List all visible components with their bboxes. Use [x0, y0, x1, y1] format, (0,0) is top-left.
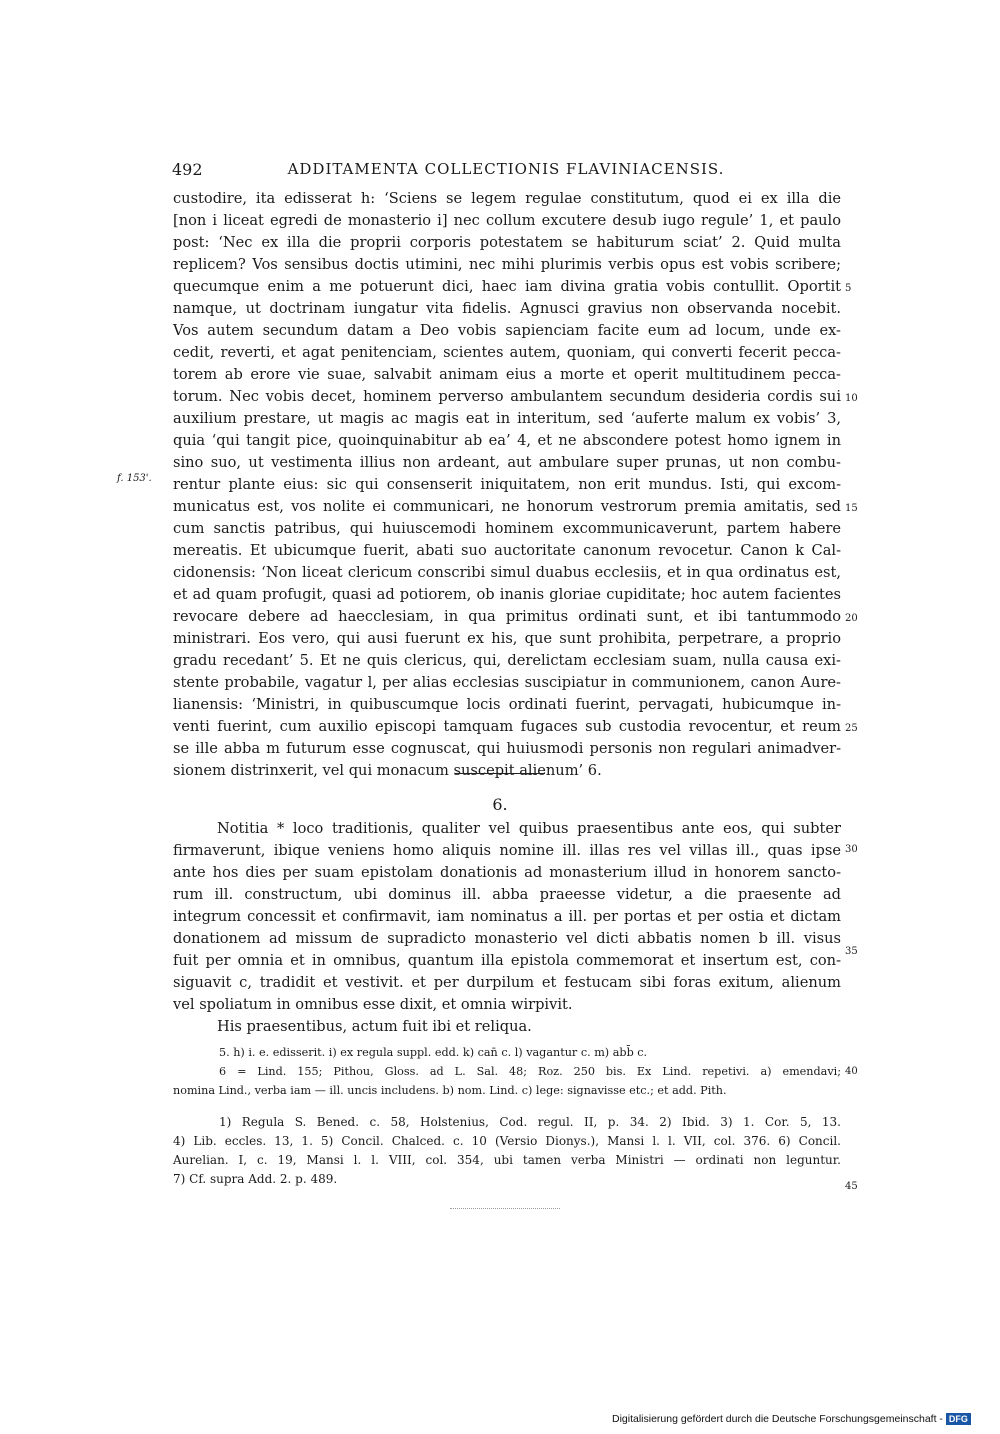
note-line: nomina Lind., verba iam — ill. uncis includens. b) nom. Lind. c) lege: signavisse etc.; et add. Pith.	[173, 1084, 727, 1097]
line-number: 25	[845, 723, 858, 734]
text-line: rum ill. constructum, ubi dominus ill. abba praeesse videtur, a die praesente ad	[173, 886, 841, 903]
text-line: se ille abba m futurum esse cognuscat, qui huiusmodi personis non regulari animadver-	[173, 740, 841, 757]
text-line: venti fuerint, cum auxilio episcopi tamquam fugaces sub custodia revocentur, et reum	[173, 718, 841, 735]
text-line: mereatis. Et ubicumque fuerit, abati suo auctoritate canonum revocetur. Canon k Cal-	[173, 542, 841, 559]
text-line: cum sanctis patribus, qui huiuscemodi hominem excommunicaverunt, partem habere	[173, 520, 841, 537]
text-line: Vos autem secundum datam a Deo vobis sapienciam facite eum ad locum, unde ex-	[173, 322, 841, 339]
page-end-mark	[450, 1208, 560, 1209]
running-title: ADDITAMENTA COLLECTIONIS FLAVINIACENSIS.	[287, 160, 725, 178]
line-number: 5	[845, 283, 852, 294]
source-notes	[173, 1113, 841, 1189]
text-line: ministrari. Eos vero, qui ausi fuerunt ex his, que sunt prohibita, perpetrare, a proprio	[173, 630, 841, 647]
text-line: torum. Nec vobis decet, hominem perverso ambulantem secundum desideria cordis sui	[173, 388, 841, 405]
note-line: 6 = Lind. 155; Pithou, Gloss. ad L. Sal. 48; Roz. 250 bis. Ex Lind. repetivi. a) emendavi;	[219, 1065, 841, 1078]
note-line: 5. h) i. e. edisserit. i) ex regula suppl. edd. k) can̄ c. l) vagantur c. m) abb̄ c.	[219, 1046, 648, 1059]
folio-margin-note: f. 153'.	[117, 473, 152, 484]
note-line: 7) Cf. supra Add. 2. p. 489.	[173, 1172, 338, 1186]
text-line: stente probabile, vagatur l, per alias ecclesias suscipiatur in communionem, canon Aure-	[173, 674, 841, 691]
line-number: 35	[845, 946, 858, 957]
section-number: 6.	[492, 795, 508, 814]
text-line: cidonensis: ‘Non liceat clericum conscribi simul duabus ecclesiis, et in qua ordinatus est,	[173, 564, 841, 581]
line-number: 20	[845, 613, 858, 624]
text-line: namque, ut doctrinam iungatur vita fidelis. Agnusci gravius non observanda nocebit.	[173, 300, 841, 317]
digitization-credit	[612, 1413, 971, 1425]
text-line: sino suo, ut vestimenta illius non ardeant, aut ambulare super prunas, ut non combu-	[173, 454, 841, 471]
text-line: quia ‘qui tangit pice, quoinquinabitur ab ea’ 4, et ne abscondere potest homo ignem in	[173, 432, 841, 449]
dfg-logo: DFG	[946, 1413, 971, 1425]
text-line: cedit, reverti, et agat penitenciam, scientes autem, quoniam, qui converti fecerit pecca-	[173, 344, 841, 361]
text-line: Notitia * loco traditionis, qualiter vel quibus praesentibus ante eos, qui subter	[217, 820, 841, 837]
line-number: 15	[845, 503, 858, 514]
line-number: 10	[845, 393, 858, 404]
page-header	[172, 160, 840, 182]
text-line: gradu recedant’ 5. Et ne quis clericus, qui, derelictam ecclesiam suam, nulla causa exi-	[173, 652, 841, 669]
credit-text: Digitalisierung gefördert durch die Deutsche Forschungsgemeinschaft -	[612, 1413, 943, 1425]
variant-notes	[173, 1043, 841, 1100]
line-number: 45	[845, 1181, 858, 1192]
note-line: 4) Lib. eccles. 13, 1. 5) Concil. Chalced. c. 10 (Versio Dionys.), Mansi l. l. VII, col. 376. 6) Concil.	[173, 1134, 841, 1148]
section-divider	[455, 773, 545, 774]
text-line: municatus est, vos nolite ei communicari, ne honorum vestrorum premia amitatis, sed	[173, 498, 841, 515]
text-line: integrum concessit et confirmavit, iam nominatus a ill. per portas et per ostia et dictam	[173, 908, 841, 925]
text-line: revocare debere ad haecclesiam, in qua primitus ordinati sunt, et ibi tantummodo	[173, 608, 841, 625]
text-line: auxilium prestare, ut magis ac magis eat in interitum, sed ‘auferte malum ex vobis’ 3,	[173, 410, 841, 427]
text-line: His praesentibus, actum fuit ibi et reliqua.	[217, 1018, 532, 1035]
section-6-text	[173, 818, 841, 1038]
text-line: siguavit c, tradidit et vestivit. et per durpilum et festucam sibi foras exitum, alienum	[173, 974, 841, 991]
line-number: 40	[845, 1066, 858, 1077]
page-number: 492	[172, 160, 203, 179]
text-line: lianensis: ‘Ministri, in quibuscumque locis ordinati fuerint, pervagati, hubicumque in-	[173, 696, 841, 713]
text-line: donationem ad missum de supradicto monasterio vel dicti abbatis nomen b ill. visus	[173, 930, 841, 947]
text-line: et ad quam profugit, quasi ad potiorem, ob inanis gloriae cupiditate; hoc autem facientes	[173, 586, 841, 603]
text-line: rentur plante eius: sic qui consenserit iniquitatem, non erit mundus. Isti, qui excom-	[173, 476, 841, 493]
text-line: replicem? Vos sensibus doctis utimini, nec mihi plurimis verbis opus est vobis scribere;	[173, 256, 841, 273]
text-line: torem ab erore vie suae, salvabit animam eius a morte et operit multitudinem pecca-	[173, 366, 841, 383]
text-line: sionem distrinxerit, vel qui monacum suscepit alienum’ 6.	[173, 762, 602, 779]
text-line: [non i liceat egredi de monasterio i] nec collum excutere desub iugo regule’ 1, et paulo	[173, 212, 841, 229]
note-line: Aurelian. I, c. 19, Mansi l. l. VIII, col. 354, ubi tamen verba Ministri — ordinati non leguntur.	[173, 1153, 841, 1167]
text-line: quecumque enim a me potuerunt dici, haec iam divina gratia vobis contullit. Oportit	[173, 278, 841, 295]
main-text	[173, 188, 841, 782]
text-line: post: ‘Nec ex illa die proprii corporis potestatem se habiturum sciat’ 2. Quid multa	[173, 234, 841, 251]
text-line: fuit per omnia et in omnibus, quantum illa epistola commemorat et insertum est, con-	[173, 952, 841, 969]
text-line: ante hos dies per suam epistolam donationis ad monasterium illud in honorem sancto-	[173, 864, 841, 881]
text-line: firmaverunt, ibique veniens homo aliquis nomine ill. illas res vel villas ill., quas ipse	[173, 842, 841, 859]
text-line: vel spoliatum in omnibus esse dixit, et omnia wirpivit.	[173, 996, 573, 1013]
note-line: 1) Regula S. Bened. c. 58, Holstenius, Cod. regul. II, p. 34. 2) Ibid. 3) 1. Cor. 5, 13.	[219, 1115, 841, 1129]
line-number: 30	[845, 844, 858, 855]
text-line: custodire, ita edisserat h: ‘Sciens se legem regulae constitutum, quod ei ex illa die	[173, 190, 841, 207]
